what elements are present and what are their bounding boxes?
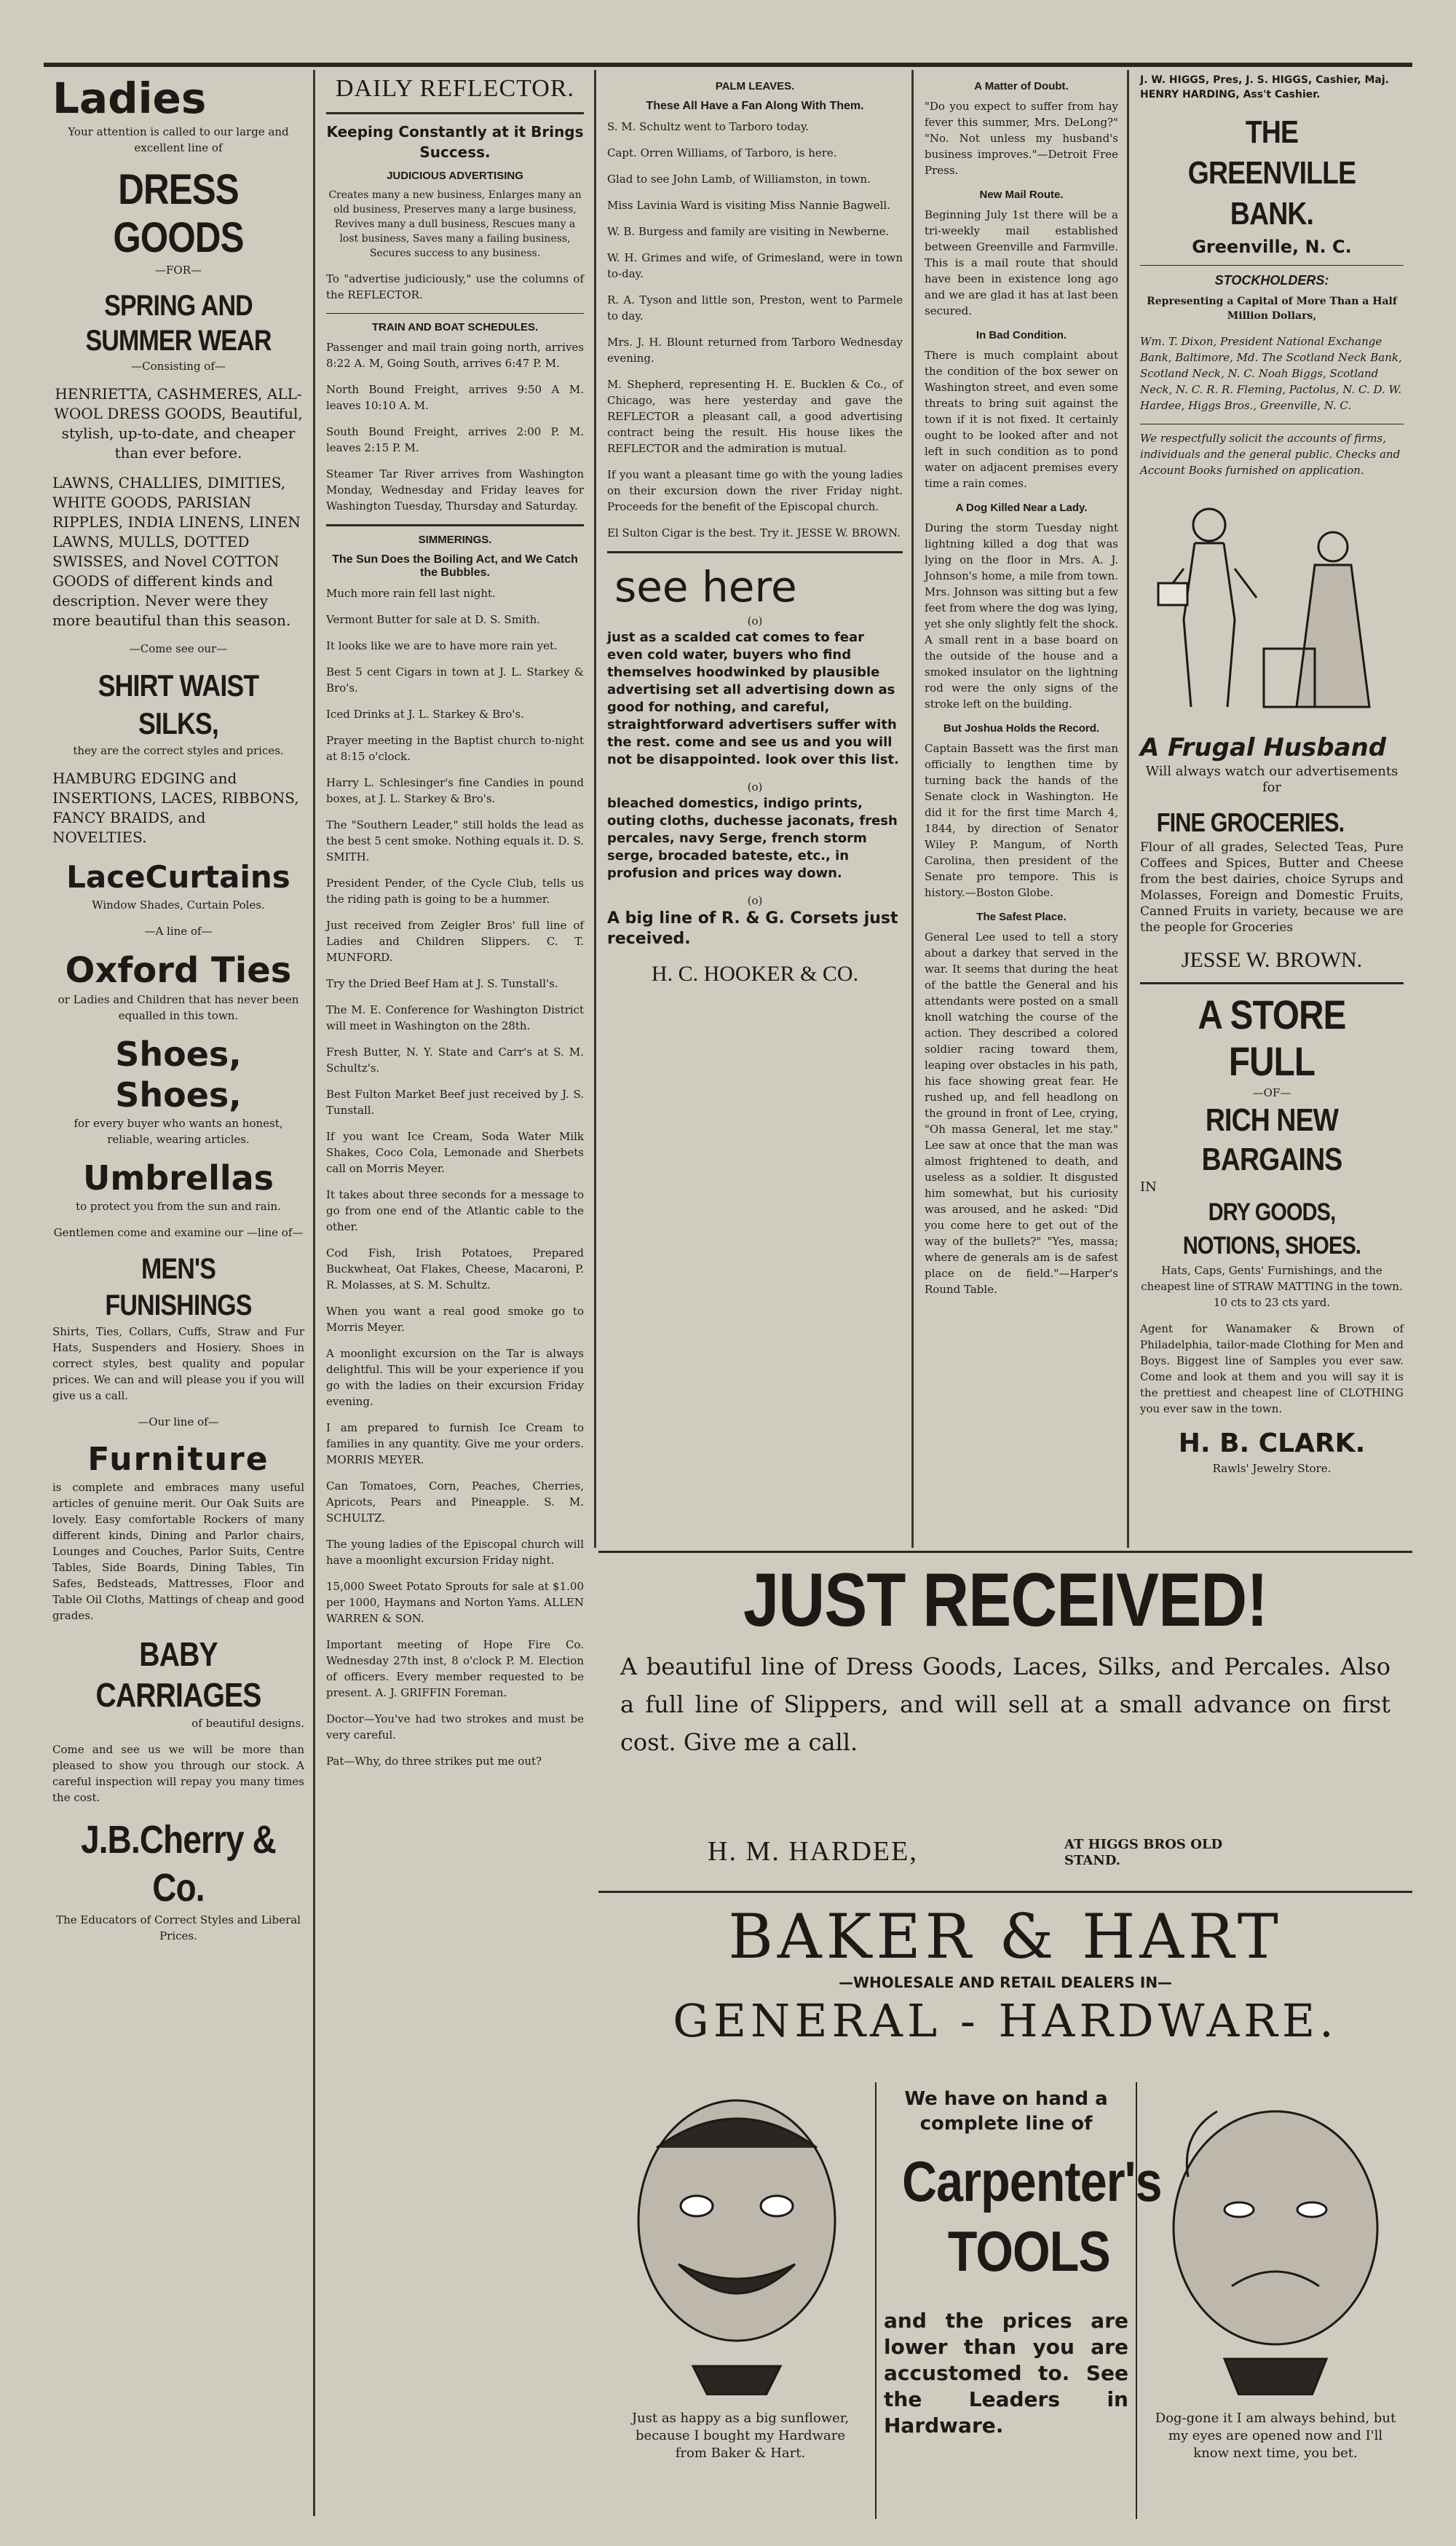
palm-list <box>607 119 903 541</box>
furniture-heading: Furniture <box>87 1441 269 1478</box>
frugal-sub: Will always watch our advertisements for <box>1145 764 1398 795</box>
intro-text: Your attention is called to our large and excellent line of <box>68 125 289 154</box>
baby-carriages-heading: BABY CARRIAGES <box>95 1635 261 1714</box>
column-rule <box>1127 70 1129 1548</box>
news-item: Much more rain fell last night. <box>326 587 496 600</box>
tools-prices: and the prices are lower than you are accustomed to. See the Leaders in Hardware. <box>884 2309 1128 2438</box>
motto: Keeping Constantly at it Brings Success. <box>326 123 584 161</box>
dog-text: During the storm Tuesday night lightning killed a dog that was lying on the floor in Mrs. A. J. Johnson's home, a mile from town. Mrs. Johnson was sitting but a few feet from where the dog was lying, yet she only slightly felt the shock. A small rent in a base board on the outside of the house and a smoked insulator on the lightning rod were the only signs of the stroke left on the building. <box>925 521 1118 711</box>
news-item: Iced Drinks at J. L. Starkey & Bro's. <box>326 708 524 721</box>
news-item: President Pender, of the Cycle Club, tells us the riding path is going to be a hummer. <box>326 877 584 906</box>
news-item: The M. E. Conference for Washington District will meet in Washington on the 28th. <box>326 1003 584 1032</box>
masthead: DAILY REFLECTOR. <box>335 75 575 102</box>
umbrellas-heading: Umbrellas <box>82 1158 274 1198</box>
see-here-heading: see here <box>614 562 797 612</box>
rule <box>1140 265 1404 266</box>
news-item: Glad to see John Lamb, of Williamston, in town. <box>607 173 871 186</box>
scalded-text: just as a scalded cat comes to fear even cold water, buyers who find themselves hoodwinked by plausible advertising set all advertising down as good for nothing, and careful, straightforward advertisers suffer with the rest. come and see us and you will not be disappointed. look over this list. <box>607 630 899 767</box>
judicious-heading: JUDICIOUS ADVERTISING <box>387 170 523 182</box>
shirt-sub: they are the correct styles and prices. <box>73 744 284 757</box>
dog-heading: A Dog Killed Near a Lady. <box>955 502 1088 514</box>
news-item: W. B. Burgess and family are visiting in Newberne. <box>607 225 890 238</box>
simmerings-sub: The Sun Does the Boiling Act, and We Catch the Bubbles. <box>332 553 578 579</box>
news-item: Best 5 cent Cigars in town at J. L. Starkey & Bro's. <box>326 665 584 695</box>
doubt-heading: A Matter of Doubt. <box>974 80 1069 92</box>
news-item: Can Tomatoes, Corn, Peaches, Cherries, Apricots, Pears and Pineapple. S. M. SCHULTZ. <box>326 1479 584 1525</box>
rich-bargains-heading: RICH NEW BARGAINS <box>1201 1102 1342 1177</box>
news-item: 15,000 Sweet Potato Sprouts for sale at $1.00 per 1000, Haymans and Norton Yams. ALLEN WARREN & SON. <box>326 1580 584 1625</box>
train-item: Passenger and mail train going north, arrives 8:22 A. M, Going South, arrives 6:47 P. M. <box>326 341 584 370</box>
news-item: Capt. Orren Williams, of Tarboro, is here. <box>607 146 837 159</box>
furniture-sub: is complete and embraces many useful articles of genuine merit. Our Oak Suits are lovely. Easy comfortable Rockers of many different kinds, Dining and Parlor chairs, Lounges and Couches, Parlor Suits, Centre Tables, Side Boards, Dining Tables, Tin Safes, Bedsteads, Mattresses, Floor and Table Oil Cloths, Mattings of cheap and good grades. <box>52 1481 304 1622</box>
divider-o: (o) <box>747 780 763 794</box>
solicit-text: We respectfully solicit the accounts of firms, individuals and the general public. Checks and Account Books furnished on application. <box>1140 432 1401 477</box>
news-item: Best Fulton Market Beef just received by J. S. Tunstall. <box>326 1088 584 1117</box>
judicious-text: Creates many a new business, Enlarges many an old business, Preserves many a large business, Revives many a dull business, Rescues many a lost business, Saves many a failing business, Secures success to any business. <box>328 189 582 259</box>
column-reflector <box>317 73 593 1779</box>
shoes-sub: for every buyer who wants an honest, reliable, wearing articles. <box>74 1117 283 1146</box>
come-label: —Come see our— <box>129 642 228 655</box>
frugal-heading: A Frugal Husband <box>1140 733 1387 762</box>
just-received-heading: JUST RECEIVED! <box>743 1558 1267 1642</box>
baker-hart-ad <box>598 1900 1412 2526</box>
oxford-sub: or Ladies and Children that has never been equalled in this town. <box>58 993 299 1022</box>
bad-heading: In Bad Condition. <box>976 329 1067 341</box>
column-dry-goods-ad <box>44 73 313 1954</box>
umbrellas-sub: to protect you from the sun and rain. <box>76 1200 281 1213</box>
news-item: When you want a real good smoke go to Morris Meyer. <box>326 1305 584 1334</box>
fine-groceries-heading: FINE GROCERIES. <box>1156 807 1345 837</box>
oxford-heading: Oxford Ties <box>65 950 292 991</box>
news-item: W. H. Grimes and wife, of Grimesland, were in town to-day. <box>607 251 903 280</box>
mens-sub: Shirts, Ties, Collars, Cuffs, Straw and Fur Hats, Suspenders and Hosiery. Shoes in correct styles, best quality and popular prices. We can and will please you if you will give us a call. <box>52 1325 304 1402</box>
hamburg-text: HAMBURG EDGING and INSERTIONS, LACES, RIBBONS, FANCY BRAIDS, and NOVELTIES. <box>52 770 299 846</box>
mail-heading: New Mail Route. <box>979 189 1064 201</box>
tools-heading: TOOLS <box>947 2219 1110 2283</box>
hardee-name: H. M. HARDEE, <box>708 1836 918 1867</box>
column-rule <box>313 70 315 2516</box>
spring-heading: SPRING AND SUMMER WEAR <box>85 290 272 357</box>
happy-face-illustration <box>613 2082 860 2395</box>
hardee-ad <box>598 1551 1412 1893</box>
in-label: IN <box>1140 1179 1157 1195</box>
list-one: HENRIETTA, CASHMERES, ALL-WOOL DRESS GOODS, Beautiful, stylish, up-to-date, and cheaper than ever before. <box>54 385 303 462</box>
news-item: Mrs. J. H. Blount returned from Tarboro Wednesday evening. <box>607 336 903 365</box>
bank-town: Greenville, N. C. <box>1192 237 1352 257</box>
frowning-face-illustration <box>1152 2082 1399 2395</box>
mens-heading: MEN'S FUNISHINGS <box>105 1253 252 1321</box>
safe-text: General Lee used to tell a story about a darkey that served in the war. It seems that during the heat of the battle the General and his attendants were posted on a small knoll watching the course of the action. They described a colored soldier racing toward them, leaping over obstacles in his path, his face showing great fear. He rushed up, and fell headlong on the ground in front of Lee, crying, "Oh massa General, let me stay." Lee saw at once that the man was almost frightened to death, and useless as a soldier. It disgusted him somewhat, but his curiosity was aroused, and he asked: "Did you come here to get out of the way of the bullets?" "Yes, massa; where de generals am is de safest place on de field."—Harper's Round Table. <box>925 930 1118 1296</box>
brown-name: JESSE W. BROWN. <box>1181 948 1363 972</box>
news-item: The "Southern Leader," still holds the lead as the best 5 cent smoke. Nothing equals it. D. S. SMITH. <box>326 818 584 863</box>
list-two: LAWNS, CHALLIES, DIMITIES, WHITE GOODS, PARISIAN RIPPLES, INDIA LINENS, LINEN LAWNS, MULLS, DOTTED SWISSES, and Novel COTTON GOODS of different kinds and description. Never were they more beautiful than this season. <box>52 474 301 629</box>
shirt-waist-heading: SHIRT WAIST SILKS, <box>98 668 259 740</box>
column-rule <box>911 70 914 1548</box>
general-hardware-heading: GENERAL - HARDWARE. <box>673 1994 1338 2047</box>
our-line-label: —Our line of— <box>138 1415 219 1428</box>
news-item: I am prepared to furnish Ice Cream to families in any quantity. Give me your orders. MORRIS MEYER. <box>326 1421 584 1466</box>
train-item: Steamer Tar River arrives from Washington Monday, Wednesday and Friday leaves for Washington Tuesday, Thursday and Saturday. <box>326 467 584 513</box>
simmerings-list <box>326 585 584 1769</box>
divider-o: (o) <box>747 614 763 628</box>
news-item: Harry L. Schlesinger's fine Candies in pound boxes, at J. L. Starkey & Bro's. <box>326 776 584 805</box>
simmerings-heading: SIMMERINGS. <box>418 534 492 546</box>
stockholders: Wm. T. Dixon, President National Exchange Bank, Baltimore, Md. The Scotland Neck Bank, Scotland Neck, N. C. Noah Biggs, Scotland Neck, N. C. R. R. Fleming, Pactolus, N. C. D. W. Hardee, Higgs Bros., Greenville, N. C. <box>1140 335 1402 412</box>
news-item: S. M. Schultz went to Tarboro today. <box>607 120 810 133</box>
column-bank-ads <box>1131 73 1412 1487</box>
train-heading: TRAIN AND BOAT SCHEDULES. <box>371 321 539 333</box>
hooker-name: H. C. HOOKER & CO. <box>651 962 859 986</box>
corsets-text: A big line of R. & G. Corsets just received. <box>607 909 898 948</box>
window-text: Window Shades, Curtain Poles. <box>92 898 265 912</box>
bank-officers: J. W. HIGGS, Pres, J. S. HIGGS, Cashier, Maj. HENRY HARDING, Ass't Cashier. <box>1140 74 1389 100</box>
divider-o: (o) <box>747 894 763 907</box>
news-item: Prayer meeting in the Baptist church to-night at 8:15 o'clock. <box>326 734 584 763</box>
rule <box>1140 982 1404 984</box>
rule <box>326 112 584 114</box>
palm-sub: These All Have a Fan Along With Them. <box>646 100 864 112</box>
bad-text: There is much complaint about the condition of the box sewer on Washington street, and even some threats to bring suit against the town if it is not fixed. It certainly ought to be looked after and not left in such condition as to pond water on adjacent premises every time a rain comes. <box>925 349 1118 490</box>
frugal-husband-illustration <box>1140 489 1395 729</box>
news-item: Doctor—You've had two strokes and must be very careful. <box>326 1712 584 1742</box>
news-item: It takes about three seconds for a message to go from one end of the Atlantic cable to the other. <box>326 1188 584 1233</box>
groceries-text: Flour of all grades, Selected Teas, Pure Coffees and Spices, Butter and Cheese from the best dairies, choice Syrups and Molasses, Foreign and Domestic Fruits, Canned Fruits in variety, because we are the people for Groceries <box>1140 840 1404 935</box>
gents-text: Gentlemen come and examine our —line of— <box>53 1226 304 1239</box>
news-item: Miss Lavinia Ward is visiting Miss Nannie Bagwell. <box>607 199 890 212</box>
rule <box>326 313 584 314</box>
news-item: Pat—Why, do three strikes put me out? <box>326 1755 542 1768</box>
news-item: Just received from Zeigler Bros' full line of Ladies and Children Slippers. C. T. MUNFORD. <box>326 919 584 964</box>
stock-heading: STOCKHOLDERS: <box>1214 273 1329 288</box>
news-item: R. A. Tyson and little son, Preston, went to Parmele to day. <box>607 293 903 323</box>
ladies-heading: Ladies <box>52 74 207 123</box>
doubt-text: "Do you expect to suffer from hay fever this summer, Mrs. DeLong?" "No. Not unless my husband's business improves."—Detroit Free Press. <box>925 100 1118 177</box>
dress-goods-heading: DRESS GOODS <box>113 166 244 261</box>
news-item: Try the Dried Beef Ham at J. S. Tunstall's. <box>326 977 558 990</box>
tools-have: We have on hand a complete line of <box>904 2088 1108 2135</box>
stock-sub: Representing a Capital of More Than a Half Million Dollars, <box>1147 296 1397 322</box>
baby-text: Come and see us we will be more than pleased to show you through our stock. A careful inspection will repay you many times the cost. <box>52 1743 304 1804</box>
clark-name: H. B. CLARK. <box>1178 1428 1366 1458</box>
agent-text: Agent for Wanamaker & Brown of Philadelphia, tailor-made Clothing for Men and Boys. Biggest line of Samples you ever saw. Come and look at them and you will say it is the prettiest and cheapest line of CLOTHING you ever saw in the town. <box>1140 1322 1404 1415</box>
cherry-sub: The Educators of Correct Styles and Liberal Prices. <box>56 1913 301 1942</box>
hardee-stand: AT HIGGS BROS OLD STAND. <box>1064 1837 1223 1868</box>
for-label: —FOR— <box>155 264 202 277</box>
palm-heading: PALM LEAVES. <box>715 80 795 92</box>
baker-hart-heading: BAKER & HART <box>728 1901 1283 1972</box>
carpenters-heading: Carpenter's <box>902 2149 1162 2213</box>
news-item: M. Shepherd, representing H. E. Bucklen & Co., of Chicago, was here yesterday and gave the REFLECTOR a pleasant call, a good advertising contract being the result. His house likes the REFLECTOR and the admiration is mutual. <box>607 378 903 455</box>
dog-caption: Dog-gone it I am always behind, but my eyes are opened now and I'll know next time, you bet. <box>1155 2411 1396 2461</box>
store-full-heading: A STORE FULL <box>1198 992 1346 1084</box>
bank-heading: THE GREENVILLE BANK. <box>1187 114 1356 232</box>
of-label: —OF— <box>1252 1086 1291 1099</box>
news-item: El Sulton Cigar is the best. Try it. JESSE W. BROWN. <box>607 526 901 539</box>
news-item: Important meeting of Hope Fire Co. Wednesday 27th inst, 8 o'clock P. M. Election of officers. Every member requested to be present. A. J. GRIFFIN Foreman. <box>326 1638 584 1699</box>
line-of-label: —A line of— <box>144 925 213 938</box>
column-news <box>916 73 1127 1308</box>
news-item: It looks like we are to have more rain yet. <box>326 639 558 652</box>
tools-box <box>875 2082 1162 2519</box>
news-item: The young ladies of the Episcopal church will have a moonlight excursion Friday night. <box>326 1538 584 1567</box>
rawls-text: Rawls' Jewelry Store. <box>1212 1462 1332 1475</box>
dry-goods-heading: DRY GOODS, NOTIONS, SHOES. <box>1182 1198 1361 1260</box>
baker-sub: —WHOLESALE AND RETAIL DEALERS IN— <box>838 1974 1173 1991</box>
record-text: Captain Bassett was the first man officially to lengthen time by turning back the hands of the Senate clock in Washington. He did it for the first time March 4, 1844, by direction of Senator Wiley P. Mangum, of North Carolina, then president of the Senate pro tempore. This is history.—Boston Globe. <box>925 742 1118 899</box>
rule <box>607 551 903 553</box>
just-body: A beautiful line of Dress Goods, Laces, Silks, and Percales. Also a full line of Slippers, and will sell at a small advance on first cost. Give me a call. <box>620 1653 1390 1756</box>
mail-text: Beginning July 1st there will be a tri-weekly mail established between Greenville and Farmville. This is a mail route that should have been in existence long ago and we are glad it has at last been secured. <box>925 208 1118 317</box>
lace-curtains-heading: LaceCurtains <box>66 859 290 895</box>
train-item: North Bound Freight, arrives 9:50 A M. leaves 10:10 A. M. <box>326 383 584 412</box>
shoes-heading: Shoes, Shoes, <box>115 1035 242 1115</box>
news-item: Fresh Butter, N. Y. State and Carr's at S. M. Schultz's. <box>326 1045 584 1075</box>
train-item: South Bound Freight, arrives 2:00 P. M. leaves 2:15 P. M. <box>326 425 584 454</box>
bleached-text: bleached domestics, indigo prints, outing cloths, duchesse jaconats, fresh percales, navy Serge, french storm serge, brocaded bateste, etc., in profusion and prices way down. <box>607 796 898 881</box>
baby-sub: of beautiful designs. <box>191 1717 304 1730</box>
safe-heading: The Safest Place. <box>976 911 1067 923</box>
top-rule <box>44 63 1412 67</box>
consisting-label: —Consisting of— <box>131 360 226 373</box>
news-item: A moonlight excursion on the Tar is always delightful. This will be your experience if you go with the ladies on their excursion Friday evening. <box>326 1347 584 1408</box>
judicious-note: To "advertise judiciously," use the columns of the REFLECTOR. <box>326 272 584 301</box>
hats-text: Hats, Caps, Gents' Furnishings, and the cheapest line of STRAW MATTING in the town. 10 cts to 23 cts yard. <box>1141 1264 1403 1309</box>
column-palm-leaves <box>598 73 911 989</box>
rule <box>326 524 584 526</box>
news-item: If you want Ice Cream, Soda Water Milk Shakes, Coco Cola, Lemonade and Sherbets call on Morris Meyer. <box>326 1130 584 1175</box>
news-item: If you want a pleasant time go with the young ladies on their excursion down the river Friday night. Proceeds for the benefit of the Episcopal church. <box>607 468 903 513</box>
news-item: Vermont Butter for sale at D. S. Smith. <box>326 613 541 626</box>
column-rule <box>594 70 596 1548</box>
happy-caption: Just as happy as a big sunflower, because I bought my Hardware from Baker & Hart. <box>631 2411 850 2461</box>
news-item: Cod Fish, Irish Potatoes, Prepared Buckwheat, Oat Flakes, Cheese, Macaroni, P. R. Molasses, at S. M. Schultz. <box>326 1246 584 1292</box>
record-heading: But Joshua Holds the Record. <box>943 722 1100 735</box>
cherry-heading: J.B.Cherry & Co. <box>81 1818 276 1910</box>
